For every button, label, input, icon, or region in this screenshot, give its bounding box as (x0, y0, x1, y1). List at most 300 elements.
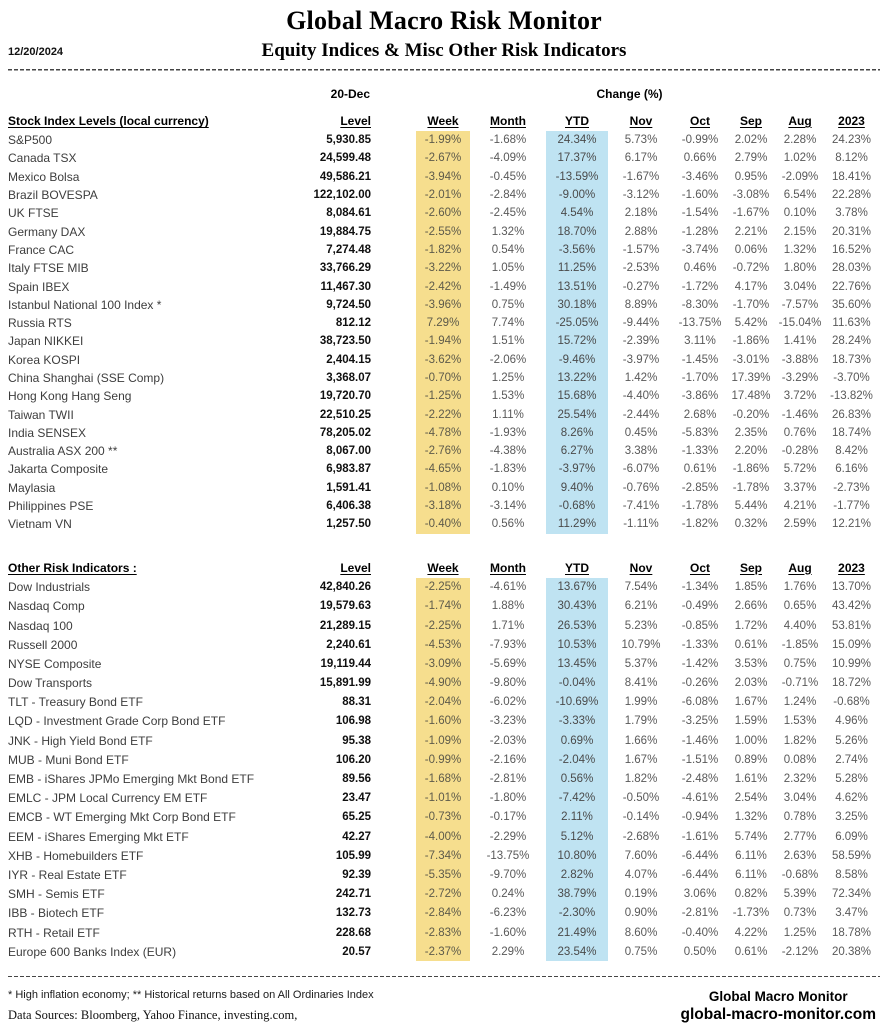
spacer-cell (374, 369, 416, 387)
y2023-change: 72.34% (831, 888, 871, 901)
aug-change: 1.76% (783, 581, 817, 594)
oct-change: -0.49% (681, 600, 719, 613)
aug-change: 0.78% (783, 811, 817, 824)
y2023-change: 28.24% (831, 335, 871, 348)
table-row (8, 314, 879, 332)
aug-change: 5.39% (783, 888, 817, 901)
aug-change: -3.88% (781, 353, 819, 366)
spacer-cell (374, 712, 416, 731)
oct-change: -1.33% (681, 638, 719, 651)
sep-change: 0.61% (734, 945, 768, 958)
table-row (8, 827, 879, 846)
data-sources-text: Data Sources: Bloomberg, Yahoo Finance, investing.com, (8, 1008, 298, 1023)
section-title-stock-indices: Stock Index Levels (local currency) (8, 114, 209, 128)
aug-change: 2.63% (783, 849, 817, 862)
y2023-change: 18.73% (831, 353, 871, 366)
report-date: 12/20/2024 (8, 46, 64, 58)
oct-change: -6.44% (681, 849, 719, 862)
sep-change: -3.08% (732, 189, 770, 202)
level-value: 78,205.02 (319, 426, 371, 439)
week-change: -4.65% (416, 460, 470, 478)
level-value: 8,067.00 (326, 445, 371, 458)
spacer-cell (374, 750, 416, 769)
oct-change: -1.78% (681, 500, 719, 513)
week-change: -7.34% (416, 846, 470, 865)
y2023-change: -1.77% (833, 500, 870, 513)
col-header-oct: Oct (689, 560, 710, 575)
table-row (8, 442, 879, 460)
ytd-change: 6.27% (546, 442, 608, 460)
row-label: JNK - High Yield Bond ETF (8, 733, 153, 748)
table-row (8, 131, 879, 149)
oct-change: -1.60% (681, 189, 719, 202)
oct-change: -0.40% (681, 926, 719, 939)
month-change: -1.60% (489, 926, 527, 939)
week-change: -3.09% (416, 654, 470, 673)
nov-change: -7.41% (622, 500, 660, 513)
week-change: -4.53% (416, 635, 470, 654)
aug-change: 3.04% (783, 792, 817, 805)
y2023-change: 35.60% (831, 298, 871, 311)
y2023-change: -2.73% (833, 481, 870, 494)
y2023-change: 8.12% (835, 152, 868, 165)
table-row (8, 296, 879, 314)
ytd-change: 30.43% (546, 597, 608, 616)
spacer-cell (374, 769, 416, 788)
sep-change: -1.67% (732, 207, 770, 220)
y2023-change: 18.78% (831, 926, 871, 939)
sep-change: -0.20% (732, 408, 770, 421)
week-change: -5.35% (416, 865, 470, 884)
level-value: 132.73 (335, 907, 371, 920)
ytd-change: 11.29% (546, 515, 608, 533)
nov-change: 0.19% (624, 888, 658, 901)
ytd-change: 9.40% (546, 479, 608, 497)
week-change: -0.99% (416, 750, 470, 769)
sep-change: 2.21% (734, 225, 768, 238)
week-change: -1.01% (416, 789, 470, 808)
aug-change: 1.25% (783, 926, 817, 939)
level-value: 19,579.63 (319, 600, 371, 613)
table-row (8, 241, 879, 259)
nov-change: -0.14% (622, 811, 660, 824)
nov-change: -2.44% (622, 408, 660, 421)
ytd-change: 21.49% (546, 923, 608, 942)
spacer-cell (374, 424, 416, 442)
level-value: 89.56 (342, 773, 371, 785)
level-value: 42,840.26 (319, 581, 371, 594)
table-row (8, 712, 879, 731)
ytd-change: 2.82% (546, 865, 608, 884)
nov-change: -1.67% (622, 170, 660, 183)
y2023-change: 24.23% (831, 134, 871, 147)
row-label: EMCB - WT Emerging Mkt Corp Bond ETF (8, 810, 236, 825)
col-header-aug: Aug (788, 114, 812, 128)
nov-change: 1.79% (624, 715, 658, 728)
week-change: -3.22% (416, 259, 470, 277)
table-row (8, 204, 879, 222)
row-label: EEM - iShares Emerging Mkt ETF (8, 829, 189, 844)
ytd-change: 26.53% (546, 616, 608, 635)
month-change: -4.09% (489, 152, 527, 165)
week-change: -1.82% (416, 241, 470, 259)
level-value: 106.20 (335, 753, 371, 766)
month-change: 1.53% (491, 390, 525, 403)
y2023-change: 6.09% (835, 830, 868, 843)
ytd-change: 13.45% (546, 654, 608, 673)
table-row (8, 885, 879, 904)
sep-change: -1.86% (732, 463, 770, 476)
level-value: 228.68 (335, 926, 371, 939)
nov-change: -2.53% (622, 262, 660, 275)
month-change: 7.74% (491, 317, 525, 330)
month-change: 1.51% (491, 335, 525, 348)
oct-change: -2.85% (681, 481, 719, 494)
nov-change: 1.67% (624, 753, 658, 766)
spacer-cell (374, 351, 416, 369)
ytd-change: 10.53% (546, 635, 608, 654)
spacer-cell (374, 168, 416, 186)
nov-change: -3.12% (622, 189, 660, 202)
y2023-change: 8.58% (835, 868, 868, 881)
level-value: 19,119.44 (320, 657, 371, 670)
table-row (8, 351, 879, 369)
spacer-cell (374, 296, 416, 314)
risk-indicator-rows (8, 578, 879, 962)
level-value: 92.39 (342, 868, 371, 881)
nov-change: 4.07% (624, 868, 658, 881)
level-value: 15,891.99 (319, 677, 371, 690)
ytd-change: 0.56% (546, 769, 608, 788)
week-change: -3.94% (416, 168, 470, 186)
nov-change: 0.45% (624, 426, 658, 439)
col-header-week: Week (427, 114, 459, 128)
ytd-change: 10.80% (546, 846, 608, 865)
level-value: 19,884.75 (319, 225, 371, 238)
aug-change: -0.68% (781, 868, 819, 881)
y2023-change: 22.28% (831, 189, 871, 202)
month-change: -1.49% (489, 280, 527, 293)
brand-block (681, 989, 881, 1024)
month-change: -4.38% (489, 445, 527, 458)
week-change: -2.76% (416, 442, 470, 460)
nov-change: -0.76% (622, 481, 660, 494)
oct-change: -6.44% (681, 868, 719, 881)
table-row (8, 479, 879, 497)
aug-change: 1.53% (783, 715, 817, 728)
level-value: 19,720.70 (319, 390, 371, 403)
month-change: -1.80% (489, 792, 527, 805)
month-change: -1.68% (489, 134, 527, 147)
month-change: 1.32% (491, 225, 525, 238)
nov-change: -1.57% (622, 243, 660, 256)
week-change: -0.73% (416, 808, 470, 827)
table-row (8, 369, 879, 387)
sep-change: 5.44% (734, 500, 768, 513)
month-change: -13.75% (486, 849, 530, 862)
ytd-change: 2.11% (546, 808, 608, 827)
week-change: -1.08% (416, 479, 470, 497)
y2023-change: 58.59% (831, 849, 871, 862)
y2023-change: 26.83% (831, 408, 871, 421)
week-change: -2.25% (416, 578, 470, 597)
oct-change: -3.74% (681, 243, 719, 256)
row-label: IYR - Real Estate ETF (8, 867, 127, 882)
col-header-nov: Nov (629, 560, 653, 575)
col-header-2023: 2023 (838, 560, 865, 575)
level-value: 33,766.29 (319, 262, 371, 275)
nov-change: 1.42% (624, 372, 658, 384)
level-value: 38,723.50 (319, 335, 371, 348)
level-value: 105.99 (335, 849, 371, 862)
spacer-cell (374, 222, 416, 240)
ytd-change: 8.26% (546, 424, 608, 442)
nov-change: 7.54% (624, 581, 658, 594)
spacer-cell (374, 616, 416, 635)
spacer-cell (374, 277, 416, 295)
level-value: 88.31 (342, 696, 371, 709)
divider (8, 975, 880, 977)
y2023-change: -13.82% (830, 390, 873, 403)
month-change: -2.06% (489, 353, 527, 366)
week-change: -3.62% (416, 351, 470, 369)
spacer-cell (374, 241, 416, 259)
sep-change: 2.20% (734, 445, 768, 458)
week-change: 7.29% (416, 314, 470, 332)
row-label: UK FTSE (8, 206, 59, 221)
sep-change: 2.03% (734, 677, 768, 690)
stock-index-rows (8, 131, 879, 534)
footer (8, 989, 880, 1024)
column-header-row (8, 109, 879, 131)
ytd-change: -25.05% (546, 314, 608, 332)
table-row (8, 846, 879, 865)
ytd-change: 11.25% (546, 259, 608, 277)
sep-change: 2.35% (734, 426, 768, 439)
row-label: China Shanghai (SSE Comp) (8, 371, 165, 385)
week-change: -2.04% (416, 693, 470, 712)
spacer-cell (374, 693, 416, 712)
table-row (8, 277, 879, 295)
y2023-change: 18.72% (831, 677, 871, 690)
level-value: 6,983.87 (326, 463, 371, 476)
week-change: -2.42% (416, 277, 470, 295)
spacer-cell (374, 387, 416, 405)
table-row (8, 578, 879, 597)
y2023-change: 53.81% (831, 619, 871, 632)
month-change: 0.56% (491, 518, 525, 531)
oct-change: -1.51% (681, 753, 719, 766)
sep-change: -0.72% (732, 262, 770, 275)
ytd-change: 38.79% (546, 885, 608, 904)
row-label: Spain IBEX (8, 279, 70, 294)
spacer-cell (374, 827, 416, 846)
nov-change: 7.60% (624, 849, 658, 862)
month-change: -2.45% (489, 207, 527, 220)
y2023-change: 6.16% (835, 463, 868, 476)
table-row (8, 942, 879, 961)
month-change: -6.23% (489, 907, 527, 920)
ytd-change: 23.54% (546, 942, 608, 961)
ytd-change: -3.97% (546, 460, 608, 478)
nov-change: -4.40% (622, 390, 660, 403)
footnote-text: * High inflation economy; ** Historical returns based on All Ordinaries Index (8, 989, 374, 1002)
y2023-change: 4.96% (835, 715, 868, 728)
week-change: -2.01% (416, 186, 470, 204)
aug-change: 5.72% (783, 463, 817, 476)
sep-change: -1.78% (732, 481, 770, 494)
aug-change: 2.15% (783, 225, 817, 238)
stock-index-table (8, 79, 879, 534)
week-change: -1.68% (416, 769, 470, 788)
aug-change: 3.37% (783, 481, 817, 494)
level-value: 42.27 (342, 830, 371, 843)
nov-change: 8.41% (624, 677, 658, 690)
ytd-change: 13.22% (546, 369, 608, 387)
oct-change: -1.70% (681, 372, 719, 384)
row-label: EMB - iShares JPMo Emerging Mkt Bond ETF (8, 772, 255, 786)
month-change: -9.70% (489, 868, 527, 881)
col-header-aug: Aug (788, 560, 812, 575)
y2023-change: 8.42% (835, 445, 868, 458)
nov-change: 10.79% (621, 638, 661, 651)
week-change: -1.94% (416, 332, 470, 350)
sep-change: 1.32% (734, 811, 768, 824)
ytd-change: -0.68% (546, 497, 608, 515)
column-header-row (8, 556, 879, 578)
ytd-change: 5.12% (546, 827, 608, 846)
table-row (8, 731, 879, 750)
aug-change: 3.04% (783, 280, 817, 293)
level-value: 49,586.21 (319, 170, 371, 183)
month-change: 0.75% (491, 298, 525, 311)
oct-change: -3.46% (681, 170, 719, 183)
row-label: Maylasia (8, 480, 56, 495)
y2023-change: 18.41% (831, 170, 871, 183)
oct-change: -5.83% (681, 426, 719, 439)
spacer-cell (374, 789, 416, 808)
level-value: 8,084.61 (326, 207, 371, 220)
aug-change: -0.28% (781, 445, 819, 458)
row-label: Japan NIKKEI (8, 334, 84, 349)
spacer-cell (374, 942, 416, 961)
row-label: S&P500 (8, 133, 53, 148)
nov-change: -9.44% (622, 317, 660, 330)
col-header-level: Level (340, 114, 371, 128)
table-row (8, 597, 879, 616)
row-label: TLT - Treasury Bond ETF (8, 695, 143, 710)
week-change: -3.18% (416, 497, 470, 515)
col-header-2023: 2023 (838, 114, 865, 128)
aug-change: -2.09% (781, 170, 819, 183)
ytd-change: -9.46% (546, 351, 608, 369)
row-label: XHB - Homebuilders ETF (8, 848, 144, 863)
month-change: 0.24% (491, 888, 525, 901)
brand-url: global-macro-monitor.com (680, 1006, 876, 1024)
spacer-cell (374, 204, 416, 222)
week-change: -1.09% (416, 731, 470, 750)
row-label: EMLC - JPM Local Currency EM ETF (8, 791, 208, 806)
ytd-change: -3.33% (546, 712, 608, 731)
row-label: France CAC (8, 242, 75, 257)
week-change: -2.60% (416, 204, 470, 222)
col-header-ytd: YTD (565, 114, 589, 128)
col-header-month: Month (490, 560, 526, 575)
month-change: -2.03% (489, 734, 527, 747)
ytd-change: 4.54% (546, 204, 608, 222)
month-change: -2.84% (489, 189, 527, 202)
oct-change: -8.30% (681, 298, 719, 311)
table-row (8, 808, 879, 827)
table-row (8, 186, 879, 204)
level-value: 106.98 (335, 715, 371, 728)
sep-change: -1.73% (732, 907, 770, 920)
col-header-level: Level (340, 560, 371, 575)
sep-change: 0.95% (734, 170, 768, 183)
month-change: -1.83% (489, 463, 527, 476)
month-change: 1.71% (491, 619, 525, 632)
nov-change: 6.21% (624, 600, 658, 613)
y2023-change: 12.21% (831, 518, 871, 531)
oct-change: -6.08% (681, 696, 719, 709)
nov-change: 5.23% (624, 619, 658, 632)
spacer-cell (374, 923, 416, 942)
sep-change: -1.86% (732, 335, 770, 348)
oct-change: -1.72% (681, 280, 719, 293)
oct-change: -1.82% (681, 518, 719, 531)
row-label: Dow Transports (8, 676, 93, 691)
row-label: RTH - Retail ETF (8, 925, 100, 940)
sep-change: 17.39% (731, 372, 771, 384)
level-value: 23.47 (342, 792, 371, 805)
nov-change: 1.82% (624, 773, 658, 785)
oct-change: -0.94% (681, 811, 719, 824)
oct-change: -4.61% (681, 792, 719, 805)
ytd-change: 15.68% (546, 387, 608, 405)
aug-change: 1.41% (783, 335, 817, 348)
y2023-change: 3.25% (835, 811, 868, 824)
y2023-change: 15.09% (831, 638, 871, 651)
month-change: -7.93% (489, 638, 527, 651)
month-change: 1.05% (491, 262, 525, 275)
week-change: -4.90% (416, 673, 470, 692)
month-change: -6.02% (489, 696, 527, 709)
aug-change: -1.46% (781, 408, 819, 421)
aug-change: 2.59% (783, 518, 817, 531)
nov-change: 0.90% (624, 907, 658, 920)
col-header-ytd: YTD (565, 560, 589, 575)
oct-change: -13.75% (678, 317, 722, 330)
level-value: 1,591.41 (326, 481, 371, 494)
row-label: Russell 2000 (8, 637, 78, 652)
ytd-change: -9.00% (546, 186, 608, 204)
ytd-change: 0.69% (546, 731, 608, 750)
ytd-change: 30.18% (546, 296, 608, 314)
spacer-cell (374, 846, 416, 865)
oct-change: -2.81% (681, 907, 719, 920)
ytd-change: 18.70% (546, 222, 608, 240)
sep-change: 1.00% (734, 734, 768, 747)
level-value: 6,406.38 (326, 500, 371, 513)
table-row (8, 332, 879, 350)
table-row (8, 460, 879, 478)
row-label: Italy FTSE MIB (8, 261, 89, 276)
spacer-cell (374, 635, 416, 654)
footer-notes (8, 989, 374, 1024)
row-label: Mexico Bolsa (8, 169, 80, 184)
row-label: NYSE Composite (8, 656, 102, 671)
table-row (8, 616, 879, 635)
